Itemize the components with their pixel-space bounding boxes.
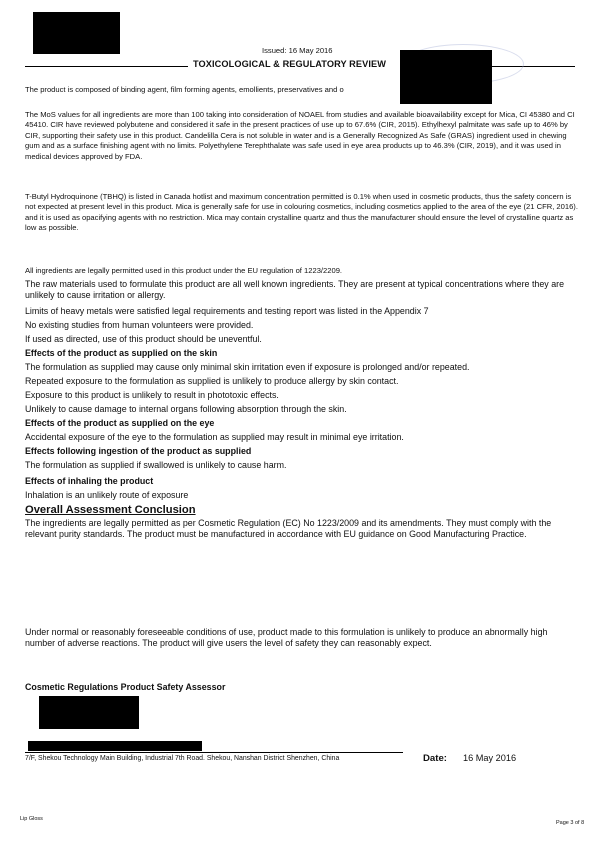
eye-line: Accidental exposure of the eye to the formulation as supplied may result in minimal eye irritation. (25, 432, 404, 442)
redacted-signature (39, 696, 139, 729)
heavy-metals-line: Limits of heavy metals were satisfied legal requirements and testing report was listed in the Appendix 7 (25, 306, 429, 316)
address-rule (25, 752, 403, 753)
intro-paragraph: The product is composed of binding agent, film forming agents, emollients, preservatives and o (25, 85, 344, 94)
ingestion-line: The formulation as supplied if swallowed is unlikely to cause harm. (25, 460, 287, 470)
inhaling-heading: Effects of inhaling the product (25, 476, 154, 486)
eu-regulation-line: All ingredients are legally permitted used in this product under the EU regulation of 1223/2209. (25, 266, 343, 275)
date-label: Date: (423, 753, 447, 764)
skin-line: Exposure to this product is unlikely to result in phototoxic effects. (25, 390, 279, 400)
conclusion-text: The ingredients are legally permitted as per Cosmetic Regulation (EC) No 1223/2009 and its amendments. They must comply with the relevant purity standards. The product must be manufactured in accordance with EU guidance on Good Manufacturing Practice. (25, 518, 552, 539)
skin-heading: Effects of the product as supplied on the skin (25, 348, 218, 358)
foreseeable-conditions-text: Under normal or reasonably foreseeable conditions of use, product made to this formulation is unlikely to produce an abnormally high number of adverse reactions. The product will give users the level of safety they can reasonably expect. (25, 627, 548, 648)
footer-product-name: Lip Gloss (20, 816, 43, 822)
skin-line: The formulation as supplied may cause only minimal skin irritation even if exposure is prolonged and/or repeated. (25, 362, 470, 372)
header-rule-left (25, 66, 188, 67)
mos-paragraph: The MoS values for all ingredients are more than 100 taking into consideration of NOAEL from studies and available bioavailability except for Mica, CI 45380 and CI 45410. CIR have reviewed polybutene and considered it safe in the present practices of use up to 67.6% (CIR, 2015). Ethylhexyl palmitate was safe up to 46% by CIR, supporting their safety use in this product. Candelilla Cera is not soluble in water and is a Generally Recognized As Safe (GRAS) ingredient used in chewing gum and as a surface finishing agent with no limits. Polyethylene Terephthalate was safe used in eye area products up to 46.3% (CIR, 2019), and it was used in medical devices approved by FDA. (25, 110, 575, 161)
conclusion-heading: Overall Assessment Conclusion (25, 504, 196, 516)
address-line: 7/F, Shekou Technology Main Building, Industrial 7th Road. Shekou, Nanshan District Shenzhen, China (25, 755, 340, 762)
footer-page-number: Page 3 of 8 (556, 820, 585, 826)
ingestion-heading: Effects following ingestion of the product as supplied (25, 446, 252, 456)
inhaling-line: Inhalation is an unlikely route of exposure (25, 490, 189, 500)
redacted-logo (33, 12, 120, 54)
assessor-title: Cosmetic Regulations Product Safety Assessor (25, 682, 226, 692)
if-used-line: If used as directed, use of this product should be uneventful. (25, 334, 262, 344)
skin-line: Unlikely to cause damage to internal organs following absorption through the skin. (25, 404, 347, 414)
redacted-header-block (400, 50, 492, 104)
eye-heading: Effects of the product as supplied on the eye (25, 418, 215, 428)
redacted-assessor-name (28, 741, 202, 751)
no-studies-line: No existing studies from human volunteers were provided. (25, 320, 254, 330)
tbhq-paragraph: T-Butyl Hydroquinone (TBHQ) is listed in Canada hotlist and maximum concentration permitted is 0.1% when used in cosmetic products, thus the safety concern is not expected at present level in this product. Mica is generally safe for use in colouring cosmetics, including cosmetics applied to the area of the eye (21 CFR, 2016). and it is used as opacifying agents with no restriction. Mica may contain crystalline quartz and thus the manufacturer should ensure the level of crystalline quartz as low as possible. (25, 192, 578, 233)
date-value: 16 May 2016 (463, 753, 517, 763)
skin-line: Repeated exposure to the formulation as supplied is unlikely to produce allergy by skin contact. (25, 376, 399, 386)
issued-date: Issued: 16 May 2016 (262, 46, 333, 55)
raw-materials-text: The raw materials used to formulate this product are all well known ingredients. They are present at typical concentrations where they are unlikely to cause irritation or allergy. (25, 279, 565, 300)
page-title: TOXICOLOGICAL & REGULATORY REVIEW (193, 59, 387, 69)
